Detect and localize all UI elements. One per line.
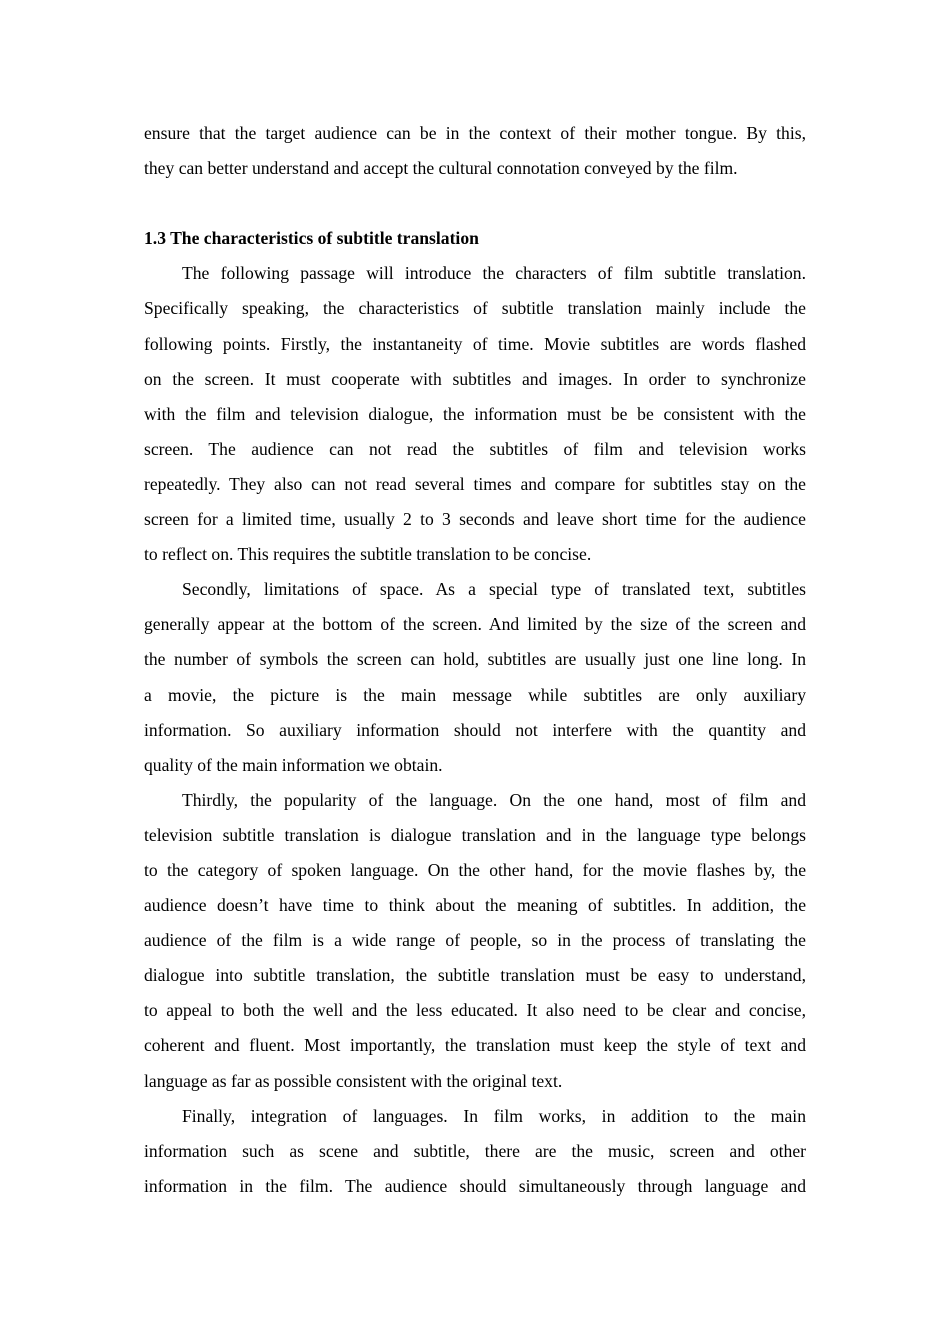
text-line: television subtitle translation is dialogue translation and in the language type belongs — [144, 824, 806, 845]
text-line: audience doesn’t have time to think about the meaning of subtitles. In addition, the — [144, 895, 806, 916]
document-body — [144, 119, 806, 1207]
text-line: Specifically speaking, the characteristics of subtitle translation mainly include the — [144, 298, 806, 319]
text-line: to reflect on. This requires the subtitle translation to be concise. — [144, 544, 592, 565]
text-line: coherent and fluent. Most importantly, the translation must keep the style of text and — [144, 1035, 806, 1056]
text-line: following points. Firstly, the instantaneity of time. Movie subtitles are words flashed — [144, 333, 806, 354]
paragraph-popularity — [144, 786, 806, 1102]
text-line: Secondly, limitations of space. As a special type of translated text, subtitles — [182, 579, 806, 600]
text-line: The following passage will introduce the characters of film subtitle translation. — [182, 263, 806, 284]
text-line: generally appear at the bottom of the screen. And limited by the size of the screen and — [144, 614, 806, 635]
text-line: to appeal to both the well and the less educated. It also need to be clear and concise, — [144, 1000, 806, 1021]
text-line: quality of the main information we obtain. — [144, 754, 443, 775]
paragraph-integration — [144, 1102, 806, 1207]
text-line: screen for a limited time, usually 2 to 3 seconds and leave short time for the audience — [144, 509, 806, 530]
text-line: they can better understand and accept the cultural connotation conveyed by the film. — [144, 158, 738, 179]
intro-paragraph — [144, 119, 806, 189]
text-line: a movie, the picture is the main message while subtitles are only auxiliary — [144, 684, 806, 705]
section-heading: 1.3 The characteristics of subtitle translation — [144, 228, 479, 249]
text-line: on the screen. It must cooperate with subtitles and images. In order to synchronize — [144, 368, 806, 389]
text-line: Thirdly, the popularity of the language. On the one hand, most of film and — [182, 789, 806, 810]
blank-line — [144, 189, 806, 224]
text-line: information. So auxiliary information should not interfere with the quantity and — [144, 719, 806, 740]
text-line: screen. The audience can not read the subtitles of film and television works — [144, 438, 806, 459]
paragraph-time — [144, 259, 806, 575]
text-line: Finally, integration of languages. In film works, in addition to the main — [182, 1105, 806, 1126]
text-line: information such as scene and subtitle, there are the music, screen and other — [144, 1140, 806, 1161]
text-line: ensure that the target audience can be in the context of their mother tongue. By this, — [144, 123, 806, 143]
text-line: audience of the film is a wide range of people, so in the process of translating the — [144, 930, 806, 951]
text-line: repeatedly. They also can not read several times and compare for subtitles stay on the — [144, 473, 806, 494]
text-line: the number of symbols the screen can hold, subtitles are usually just one line long. In — [144, 649, 806, 670]
text-line: dialogue into subtitle translation, the subtitle translation must be easy to understand, — [144, 965, 806, 986]
text-line: language as far as possible consistent with the original text. — [144, 1070, 563, 1091]
text-line: to the category of spoken language. On the other hand, for the movie flashes by, the — [144, 859, 806, 880]
text-line: with the film and television dialogue, the information must be be consistent with the — [144, 403, 806, 424]
paragraph-space — [144, 575, 806, 786]
text-line: information in the film. The audience should simultaneously through language and — [144, 1175, 806, 1196]
